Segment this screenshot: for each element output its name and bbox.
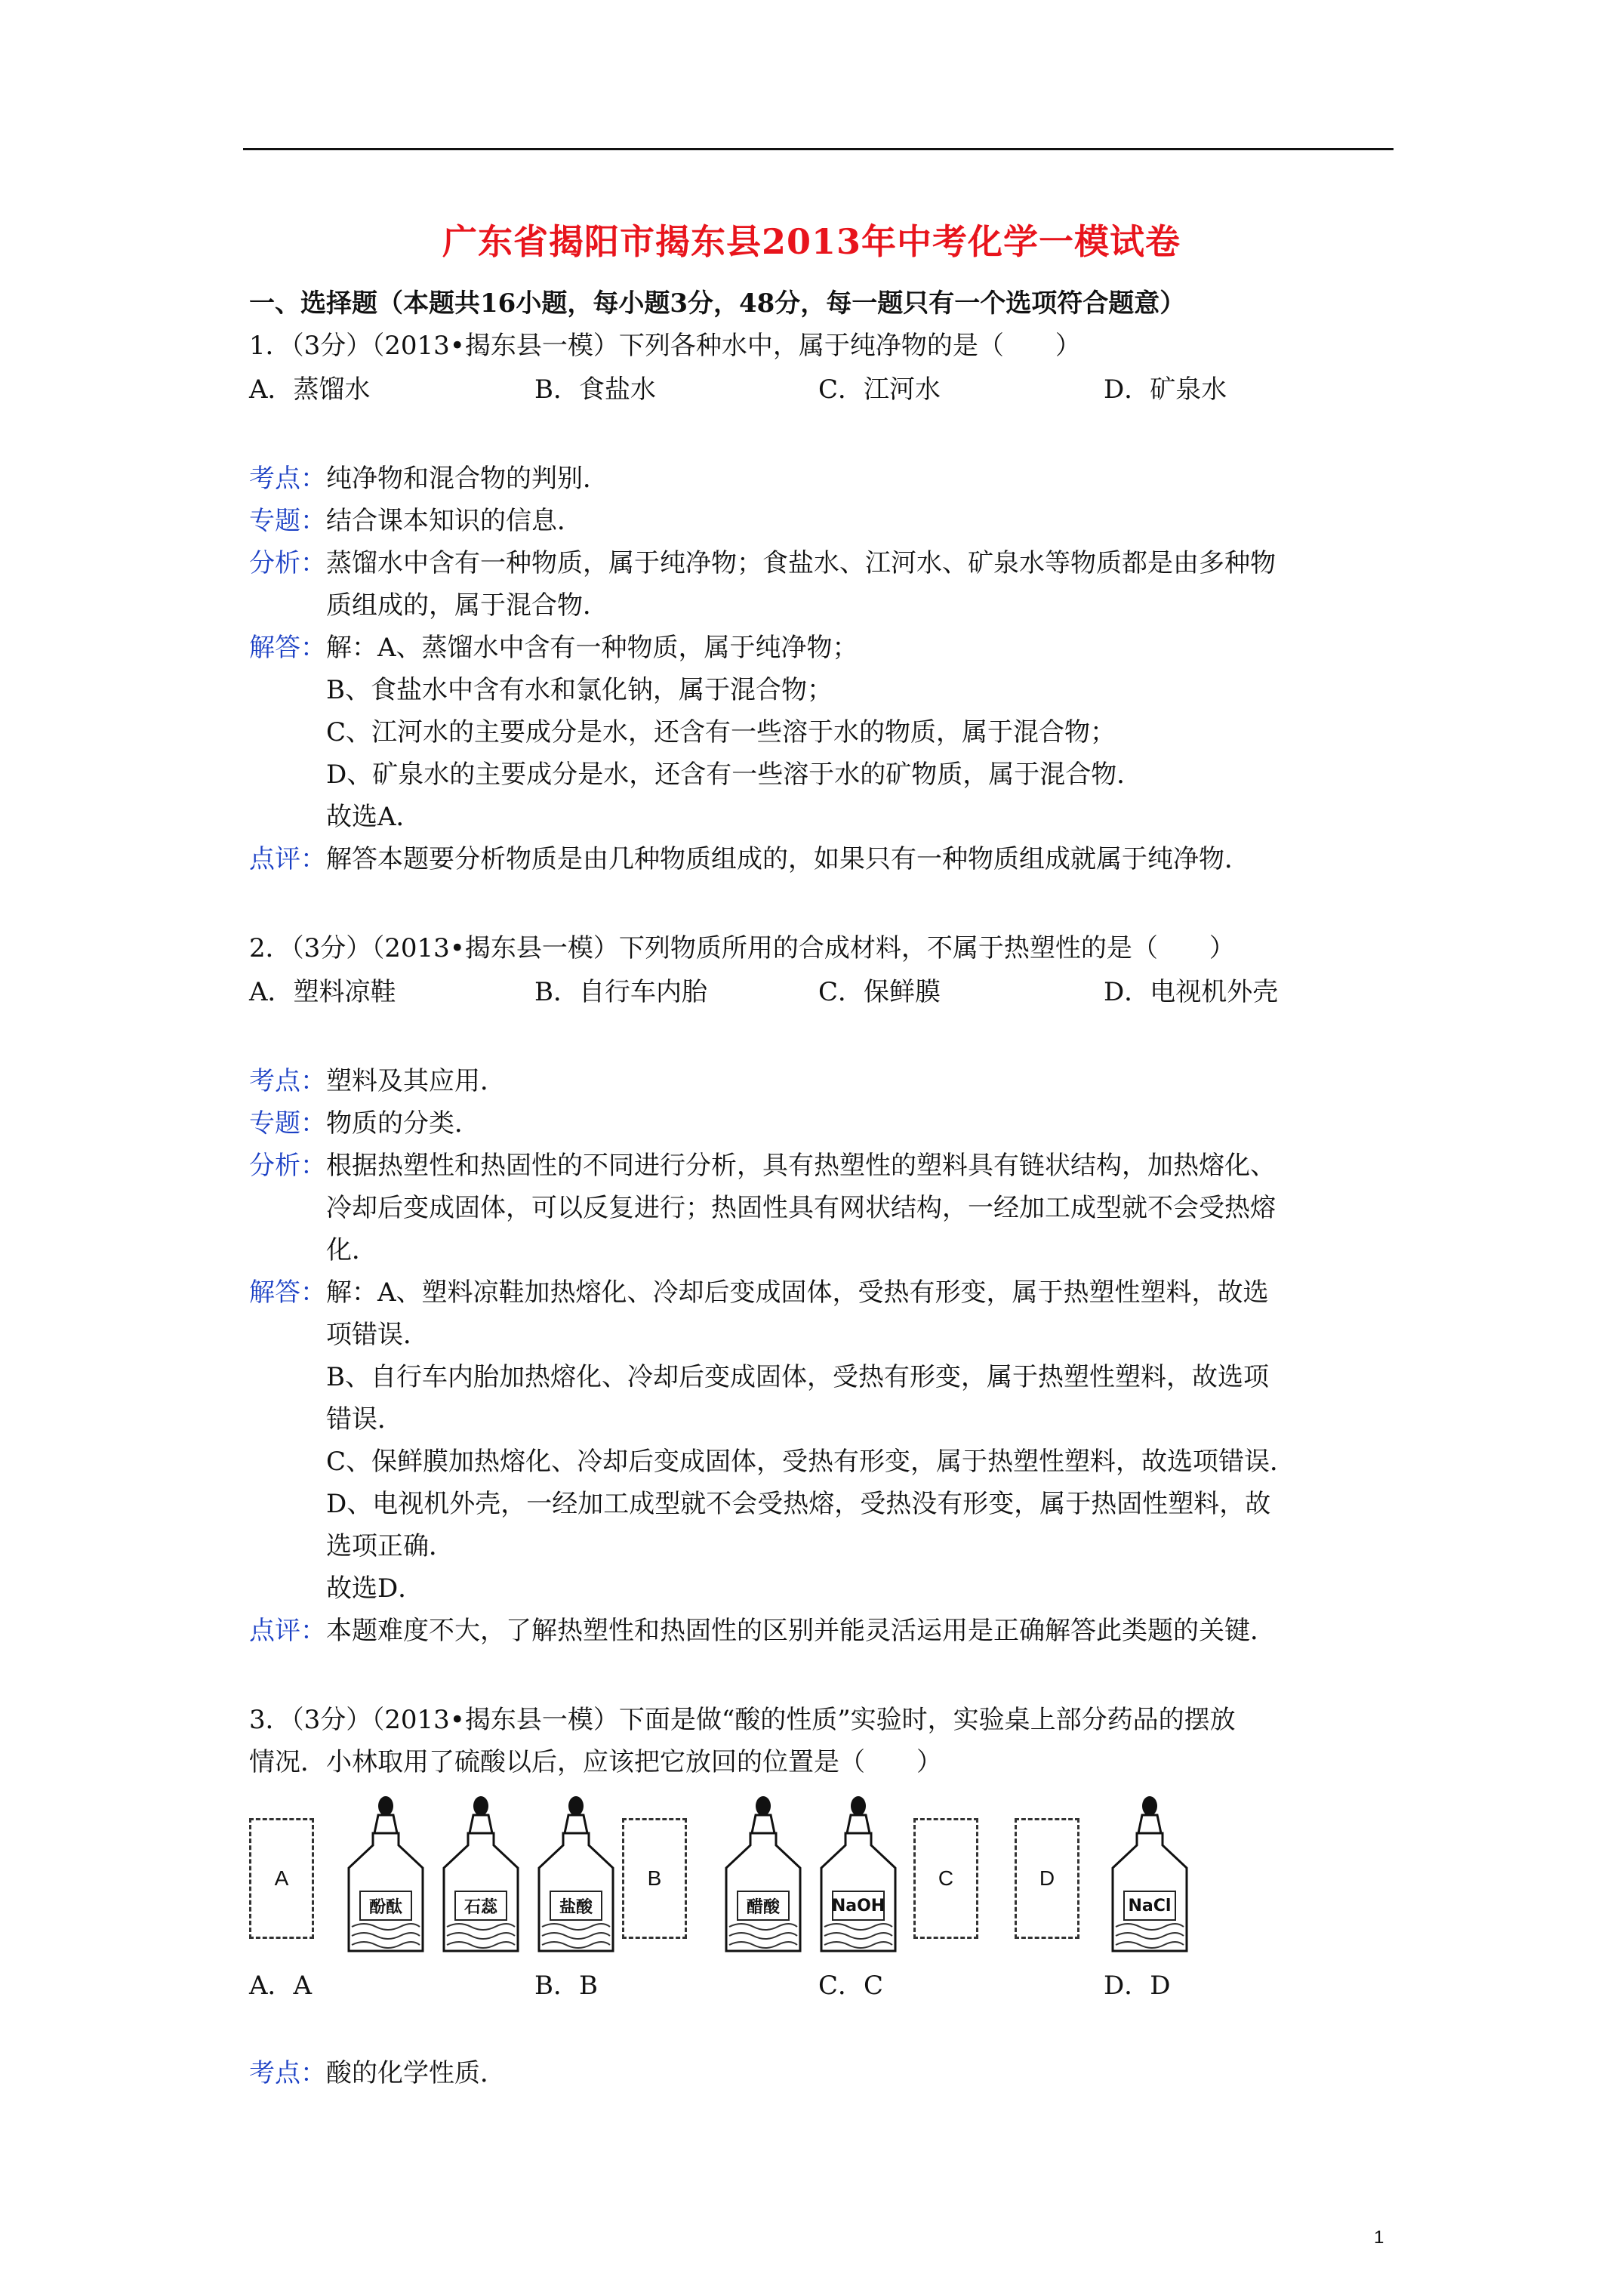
q2-jieda-line-8: 故选D．: [326, 1573, 424, 1604]
slot-b: B: [622, 1818, 687, 1939]
slot-d: D: [1015, 1818, 1079, 1939]
q2-jieda-line-2: 项错误．: [326, 1320, 429, 1350]
bottle-naoh: [814, 1792, 903, 1957]
dianping-label: 点评：: [249, 1616, 326, 1646]
page-number: 1: [1374, 2227, 1384, 2248]
q3-kaodian: [249, 2058, 506, 2088]
q2-jieda-line-3: B、自行车内胎加热熔化、冷却后变成固体，受热有形变，属于热塑性塑料，故选项: [326, 1362, 1269, 1392]
slot-c: C: [913, 1818, 978, 1939]
kaodian-label: 考点：: [249, 2058, 326, 2088]
q1-jieda-line-1: 解：A、蒸馏水中含有一种物质，属于纯净物；: [326, 633, 858, 663]
slot-a: A: [249, 1818, 314, 1939]
q1-jieda-line-4: D、矿泉水的主要成分是水，还含有一些溶于水的矿物质，属于混合物．: [326, 760, 1143, 790]
bottle-label: 石蕊: [454, 1891, 507, 1921]
q1-dianping-text: 解答本题要分析物质是由几种物质组成的，如果只有一种物质组成就属于纯净物．: [326, 844, 1250, 874]
bottle-label: 醋酸: [737, 1891, 790, 1921]
page-title: 广东省揭阳市揭东县2013年中考化学一模试卷: [442, 221, 1181, 262]
q2-option-a: A．塑料凉鞋: [249, 977, 396, 1007]
bottle-label: 酚酞: [359, 1891, 412, 1921]
q1-option-a: A．蒸馏水: [249, 374, 371, 405]
bottle-icon: [719, 1792, 808, 1957]
q1-stem: 1．（3分）（2013•揭东县一模）下列各种水中，属于纯净物的是（ ）: [249, 331, 1081, 361]
q2-jieda-line-6: D、电视机外壳，一经加工成型就不会受热熔，受热没有形变，属于热固性塑料，故: [326, 1489, 1271, 1519]
q3-stem-line-1: 3．（3分）（2013•揭东县一模）下面是做“酸的性质”实验时，实验桌上部分药品的摆放: [249, 1705, 1236, 1735]
kaodian-label: 考点：: [249, 1066, 326, 1096]
bottle-nacl: [1105, 1792, 1194, 1957]
q2-option-c: C．保鲜膜: [818, 977, 941, 1007]
q1-jieda-line-5: 故选A．: [326, 802, 422, 832]
q2-kaodian: [249, 1066, 506, 1096]
bottle-acetic-acid: [719, 1792, 808, 1957]
q1-fenxi: [249, 548, 1276, 578]
jieda-label: 解答：: [249, 633, 326, 663]
q1-fenxi-line-2: 质组成的，属于混合物．: [326, 590, 608, 621]
bottle-icon: [341, 1792, 430, 1957]
bottle-litmus: [436, 1792, 525, 1957]
q2-jieda-line-5: C、保鲜膜加热熔化、冷却后变成固体，受热有形变，属于热塑性塑料，故选项错误．: [326, 1447, 1296, 1477]
q2-stem: 2．（3分）（2013•揭东县一模）下列物质所用的合成材料，不属于热塑性的是（ ）: [249, 933, 1235, 963]
q1-kaodian: [249, 464, 608, 494]
zhuanti-label: 专题：: [249, 506, 326, 536]
q3-option-a: A．A: [249, 1971, 313, 2001]
q3-option-b: B．B: [534, 1971, 598, 2001]
header-rule: [243, 148, 1394, 150]
bottle-phenolphthalein: [341, 1792, 430, 1957]
q1-option-b: B．食盐水: [534, 374, 656, 405]
q1-zhuanti: [249, 506, 583, 536]
q3-option-d: D．D: [1104, 1971, 1171, 2001]
q2-option-b: B．自行车内胎: [534, 977, 707, 1007]
q1-dianping: [249, 844, 1250, 874]
q1-option-d: D．矿泉水: [1104, 374, 1227, 405]
q1-fenxi-line-1: 蒸馏水中含有一种物质，属于纯净物；食盐水、江河水、矿泉水等物质都是由多种物: [326, 548, 1276, 578]
q2-zhuanti: [249, 1108, 480, 1139]
q2-fenxi-line-3: 化．: [326, 1235, 377, 1265]
q2-jieda-line-7: 选项正确．: [326, 1531, 454, 1561]
fenxi-label: 分析：: [249, 548, 326, 578]
q3-option-c: C．C: [818, 1971, 884, 2001]
bottle-icon: [1105, 1792, 1194, 1957]
kaodian-label: 考点：: [249, 464, 326, 494]
q2-dianping: [249, 1616, 1276, 1646]
bottle-icon: [814, 1792, 903, 1957]
q1-jieda-line-3: C、江河水的主要成分是水，还含有一些溶于水的物质，属于混合物；: [326, 717, 1116, 747]
dianping-label: 点评：: [249, 844, 326, 874]
q1-kaodian-text: 纯净物和混合物的判别．: [326, 464, 608, 494]
section-heading: 一、选择题（本题共16小题，每小题3分，48分，每一题只有一个选项符合题意）: [249, 288, 1186, 319]
q3-kaodian-text: 酸的化学性质．: [326, 2058, 506, 2088]
bottle-label: NaOH: [832, 1891, 885, 1921]
q2-jieda-line-1: 解：A、塑料凉鞋加热熔化、冷却后变成固体，受热有形变，属于热塑性塑料，故选: [326, 1277, 1269, 1308]
q2-jieda-line-4: 错误．: [326, 1404, 403, 1435]
bottle-label: 盐酸: [550, 1891, 602, 1921]
q1-jieda-line-2: B、食盐水中含有水和氯化钠，属于混合物；: [326, 675, 833, 705]
q1-zhuanti-text: 结合课本知识的信息．: [326, 506, 583, 536]
q3-stem-line-2: 情况．小林取用了硫酸以后，应该把它放回的位置是（ ）: [249, 1747, 942, 1777]
q2-option-d: D．电视机外壳: [1104, 977, 1279, 1007]
jieda-label: 解答：: [249, 1277, 326, 1308]
bottle-label: NaCl: [1123, 1891, 1176, 1921]
reagent-shelf-figure: [246, 1792, 1205, 1957]
zhuanti-label: 专题：: [249, 1108, 326, 1139]
bottle-icon: [531, 1792, 621, 1957]
q2-fenxi-line-1: 根据热塑性和热固性的不同进行分析，具有热塑性的塑料具有链状结构，加热熔化、: [326, 1151, 1276, 1181]
q1-jieda: [249, 633, 858, 663]
q2-kaodian-text: 塑料及其应用．: [326, 1066, 506, 1096]
q2-fenxi: [249, 1151, 1276, 1181]
bottle-hydrochloric-acid: [531, 1792, 621, 1957]
bottle-icon: [436, 1792, 525, 1957]
q2-zhuanti-text: 物质的分类．: [326, 1108, 480, 1139]
fenxi-label: 分析：: [249, 1151, 326, 1181]
q2-fenxi-line-2: 冷却后变成固体，可以反复进行；热固性具有网状结构，一经加工成型就不会受热熔: [326, 1193, 1276, 1223]
q1-option-c: C．江河水: [818, 374, 941, 405]
q2-dianping-text: 本题难度不大，了解热塑性和热固性的区别并能灵活运用是正确解答此类题的关键．: [326, 1616, 1276, 1646]
q2-jieda: [249, 1277, 1269, 1308]
